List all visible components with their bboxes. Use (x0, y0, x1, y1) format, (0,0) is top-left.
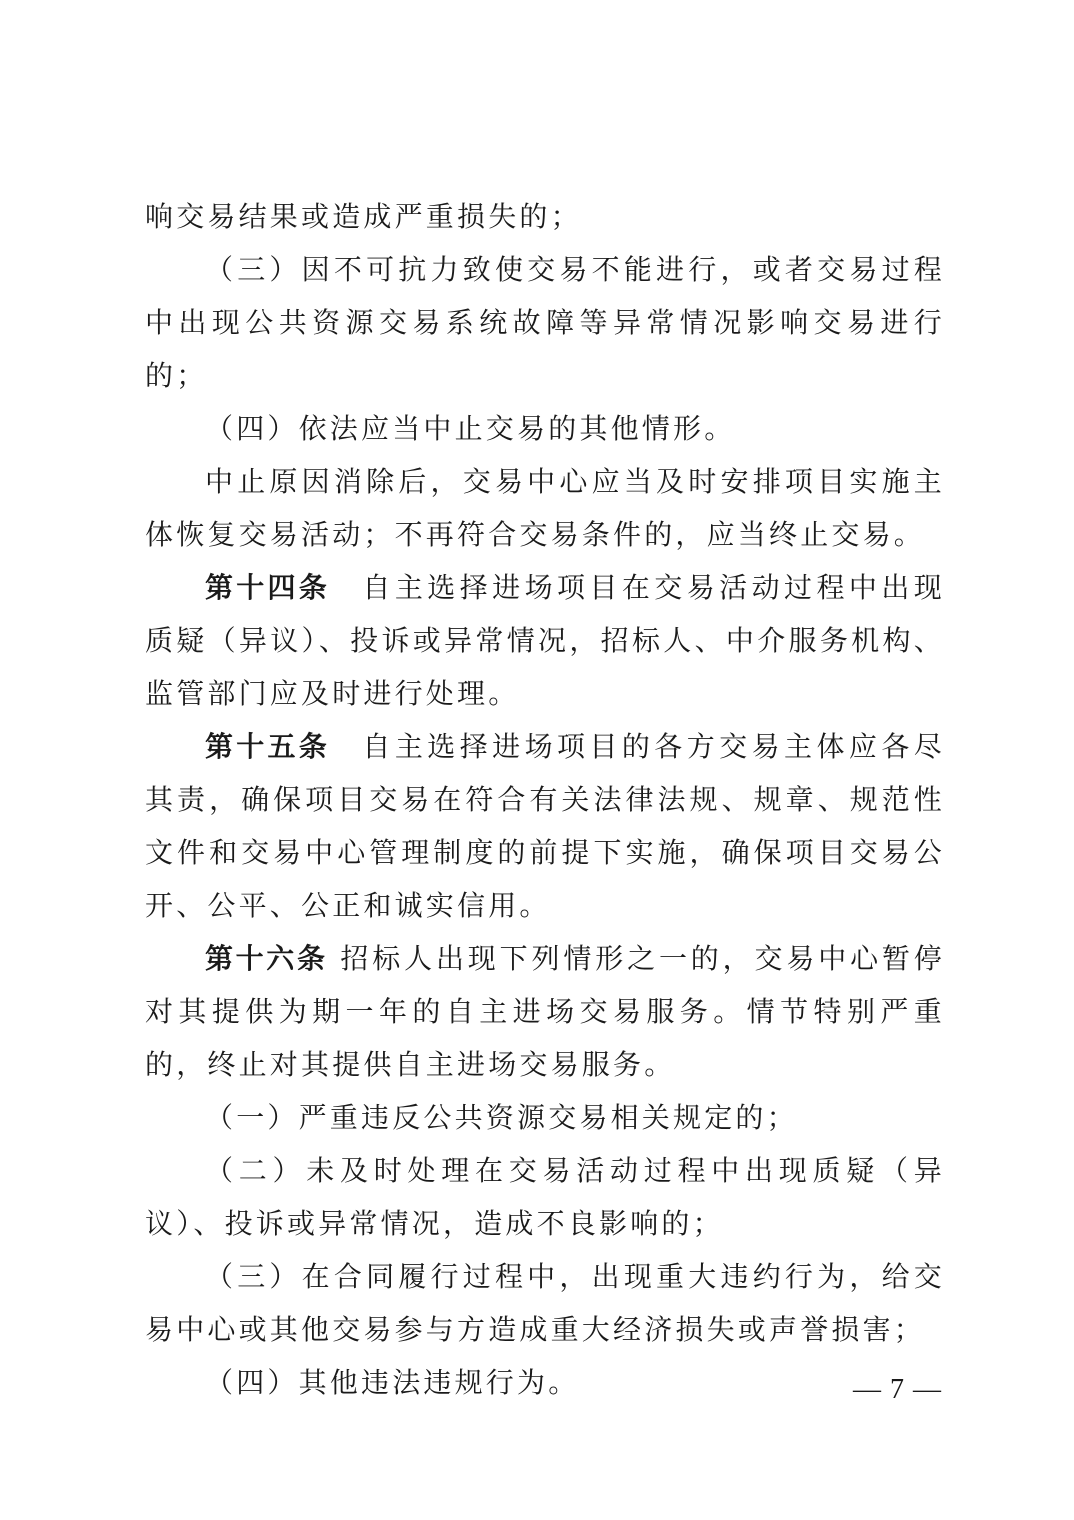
paragraph-text: （二）未及时处理在交易活动过程中出现质疑（异议）、投诉或异常情况，造成不良影响的； (145, 1154, 945, 1240)
paragraph-item-three (145, 243, 945, 402)
paragraph-item-four-b (145, 1356, 945, 1409)
paragraph-text: 自主选择进场项目的各方交易主体应各尽其责，确保项目交易在符合有关法律法规、规章、规范性文件和交易中心管理制度的前提下实施，确保项目交易公开、公平、公正和诚实信用。 (145, 730, 945, 922)
paragraph-article-16 (145, 932, 945, 1091)
paragraph-text: （四）其他违法违规行为。 (205, 1366, 580, 1399)
paragraph-article-15 (145, 720, 945, 932)
paragraph-text: 响交易结果或造成严重损失的； (145, 200, 582, 233)
paragraph-text: 自主选择进场项目在交易活动过程中出现质疑（异议）、投诉或异常情况，招标人、中介服务机构、监管部门应及时进行处理。 (145, 571, 945, 710)
paragraph-item-four (145, 402, 945, 455)
article-16-label: 第十六条 (205, 942, 328, 975)
article-15-label: 第十五条 (205, 730, 330, 763)
paragraph-text: （三）因不可抗力致使交易不能进行，或者交易过程中出现公共资源交易系统故障等异常情况影响交易进行的； (145, 253, 945, 392)
paragraph-resume-trading (145, 455, 945, 561)
paragraph-text: 中止原因消除后，交易中心应当及时安排项目实施主体恢复交易活动；不再符合交易条件的，应当终止交易。 (145, 465, 945, 551)
paragraph-item-one (145, 1091, 945, 1144)
page-number: — 7 — (853, 1374, 942, 1405)
paragraph-continuation (145, 190, 945, 243)
paragraph-article-14 (145, 561, 945, 720)
paragraph-text: 招标人出现下列情形之一的，交易中心暂停对其提供为期一年的自主进场交易服务。情节特别严重的，终止对其提供自主进场交易服务。 (145, 942, 945, 1081)
paragraph-text: （一）严重违反公共资源交易相关规定的； (205, 1101, 798, 1134)
document-body (145, 190, 945, 1409)
paragraph-text: （三）在合同履行过程中，出现重大违约行为，给交易中心或其他交易参与方造成重大经济损失或声誉损害； (145, 1260, 945, 1346)
article-14-label: 第十四条 (205, 571, 330, 604)
paragraph-text: （四）依法应当中止交易的其他情形。 (205, 412, 736, 445)
paragraph-item-two (145, 1144, 945, 1250)
paragraph-item-three-b (145, 1250, 945, 1356)
